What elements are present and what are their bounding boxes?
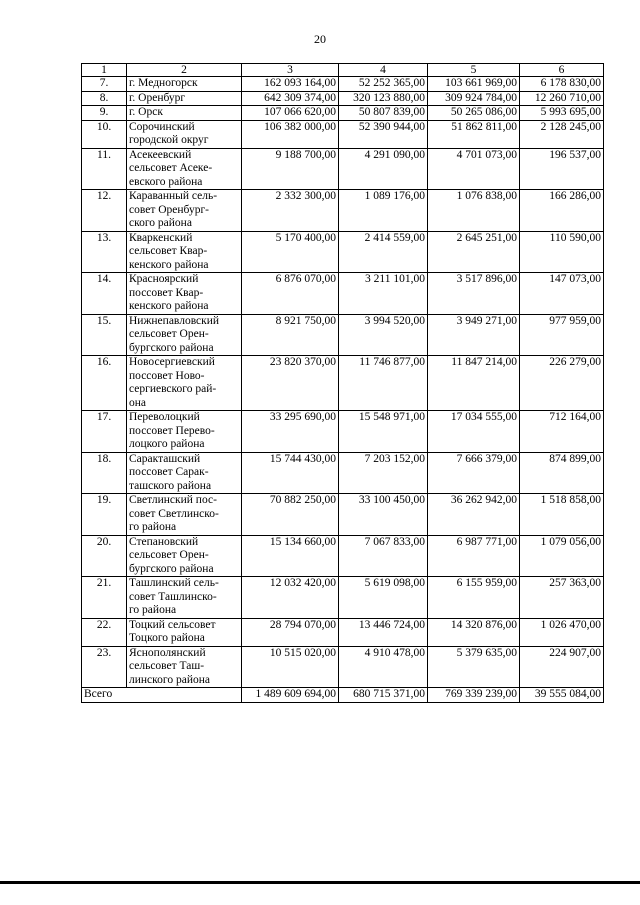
municipality-name-line: г. Оренбург [129, 91, 186, 104]
row-number: 9. [82, 106, 127, 121]
value-cell: 11 746 877,00 [339, 356, 428, 411]
value-cell: 107 066 620,00 [242, 106, 339, 121]
municipality-name-line: Светлинский пос- [129, 494, 217, 506]
municipality-name [127, 190, 242, 232]
municipality-name-line: сельсовет Квар- [129, 245, 208, 257]
row-number: 21. [82, 577, 127, 619]
value-cell: 7 666 379,00 [428, 452, 520, 494]
row-number: 17. [82, 411, 127, 453]
table-row [82, 273, 604, 315]
column-number-row [82, 64, 604, 77]
row-number: 12. [82, 190, 127, 232]
row-number: 8. [82, 91, 127, 106]
value-cell: 162 093 164,00 [242, 77, 339, 92]
municipality-name [127, 273, 242, 315]
table-row [82, 148, 604, 190]
table-row [82, 356, 604, 411]
municipality-name [127, 231, 242, 273]
value-cell: 320 123 880,00 [339, 91, 428, 106]
municipality-name-line: кенского района [129, 300, 209, 312]
value-cell: 15 744 430,00 [242, 452, 339, 494]
municipality-name [127, 646, 242, 688]
municipality-name-line: Караванный сель- [129, 190, 218, 202]
municipality-name-line: Сорочинский [129, 120, 195, 133]
row-number: 19. [82, 494, 127, 536]
municipality-name-line: сельсовет Орен- [129, 328, 209, 340]
row-number: 15. [82, 314, 127, 356]
row-number: 23. [82, 646, 127, 688]
municipality-name-line: евского района [129, 175, 203, 188]
value-cell: 196 537,00 [520, 148, 604, 190]
value-cell: 10 515 020,00 [242, 646, 339, 688]
row-number: 10. [82, 120, 127, 148]
municipality-name-line: совет Оренбург- [129, 203, 209, 216]
value-cell: 309 924 784,00 [428, 91, 520, 106]
municipality-name-line: сергиевского рай- [129, 383, 217, 395]
value-cell: 1 076 838,00 [428, 190, 520, 232]
value-cell: 17 034 555,00 [428, 411, 520, 453]
value-cell: 4 910 478,00 [339, 646, 428, 688]
table-row [82, 618, 604, 646]
value-cell: 7 067 833,00 [339, 535, 428, 577]
value-cell: 5 379 635,00 [428, 646, 520, 688]
municipality-name-line: линского района [129, 673, 210, 686]
municipality-name-line: бургского района [129, 562, 214, 575]
value-cell: 1 079 056,00 [520, 535, 604, 577]
value-cell: 3 211 101,00 [339, 273, 428, 315]
municipality-name-line: Асекеевский [129, 148, 192, 161]
value-cell: 1 518 858,00 [520, 494, 604, 536]
value-cell: 166 286,00 [520, 190, 604, 232]
municipality-name-line: сельсовет Таш- [129, 660, 205, 672]
value-cell: 12 032 420,00 [242, 577, 339, 619]
budget-table [81, 63, 604, 703]
table-row [82, 190, 604, 232]
value-cell: 6 178 830,00 [520, 77, 604, 92]
municipality-name-line: сельсовет Асеке- [129, 162, 213, 174]
value-cell: 33 100 450,00 [339, 494, 428, 536]
value-cell: 28 794 070,00 [242, 618, 339, 646]
municipality-name-line: Тоцкий сельсовет [129, 618, 216, 631]
municipality-name-line: Переволоцкий [129, 411, 200, 423]
total-label: Всего [82, 688, 242, 703]
municipality-name [127, 120, 242, 148]
municipality-name-line: кенского района [129, 258, 209, 271]
municipality-name [127, 77, 242, 92]
value-cell: 147 073,00 [520, 273, 604, 315]
value-cell: 6 876 070,00 [242, 273, 339, 315]
municipality-name-line: го района [129, 604, 177, 616]
column-header: 5 [428, 64, 520, 77]
value-cell: 6 987 771,00 [428, 535, 520, 577]
municipality-name [127, 106, 242, 121]
value-cell: 3 994 520,00 [339, 314, 428, 356]
municipality-name-line: городской округ [129, 134, 209, 146]
bottom-rule [0, 881, 640, 884]
table-row [82, 120, 604, 148]
municipality-name-line: поссовет Ново- [129, 369, 205, 382]
table-row [82, 646, 604, 688]
value-cell: 226 279,00 [520, 356, 604, 411]
table-row [82, 106, 604, 121]
municipality-name-line: ского района [129, 217, 192, 229]
value-cell: 3 949 271,00 [428, 314, 520, 356]
value-cell: 7 203 152,00 [339, 452, 428, 494]
municipality-name-line: лоцкого района [129, 438, 205, 450]
table-row [82, 577, 604, 619]
municipality-name-line: поссовет Перево- [129, 424, 215, 437]
value-cell: 50 807 839,00 [339, 106, 428, 121]
municipality-name-line: Яснополянский [129, 646, 206, 659]
total-row [82, 688, 604, 703]
value-cell: 2 414 559,00 [339, 231, 428, 273]
municipality-name [127, 314, 242, 356]
value-cell: 4 701 073,00 [428, 148, 520, 190]
row-number: 14. [82, 273, 127, 315]
municipality-name-line: сельсовет Орен- [129, 549, 209, 561]
municipality-name-line: Степановский [129, 535, 199, 548]
value-cell: 5 993 695,00 [520, 106, 604, 121]
column-header: 2 [127, 64, 242, 77]
value-cell: 4 291 090,00 [339, 148, 428, 190]
municipality-name-line: Нижнепавловский [129, 314, 220, 327]
municipality-name [127, 411, 242, 453]
value-cell: 712 164,00 [520, 411, 604, 453]
municipality-name-line: поссовет Сарак- [129, 466, 209, 478]
row-number: 22. [82, 618, 127, 646]
table-row [82, 535, 604, 577]
row-number: 18. [82, 452, 127, 494]
municipality-name-line: ташского района [129, 479, 212, 492]
row-number: 20. [82, 535, 127, 577]
value-cell: 6 155 959,00 [428, 577, 520, 619]
value-cell: 1 089 176,00 [339, 190, 428, 232]
municipality-name-line: Тоцкого района [129, 632, 205, 644]
municipality-name-line: совет Ташлинско- [129, 590, 217, 603]
municipality-name-line: Кваркенский [129, 231, 193, 244]
municipality-name [127, 148, 242, 190]
value-cell: 103 661 969,00 [428, 77, 520, 92]
table-row [82, 494, 604, 536]
value-cell: 11 847 214,00 [428, 356, 520, 411]
municipality-name [127, 618, 242, 646]
total-cell: 39 555 084,00 [520, 688, 604, 703]
value-cell: 977 959,00 [520, 314, 604, 356]
total-cell: 769 339 239,00 [428, 688, 520, 703]
column-header: 1 [82, 64, 127, 77]
value-cell: 15 134 660,00 [242, 535, 339, 577]
municipality-name-line: Ташлинский сель- [129, 577, 219, 589]
value-cell: 52 252 365,00 [339, 77, 428, 92]
municipality-name-line: совет Светлинско- [129, 507, 219, 520]
value-cell: 50 265 086,00 [428, 106, 520, 121]
value-cell: 257 363,00 [520, 577, 604, 619]
value-cell: 2 332 300,00 [242, 190, 339, 232]
table-row [82, 91, 604, 106]
value-cell: 13 446 724,00 [339, 618, 428, 646]
municipality-name [127, 91, 242, 106]
row-number: 16. [82, 356, 127, 411]
value-cell: 9 188 700,00 [242, 148, 339, 190]
value-cell: 8 921 750,00 [242, 314, 339, 356]
value-cell: 23 820 370,00 [242, 356, 339, 411]
municipality-name-line: го района [129, 521, 177, 533]
table-row [82, 452, 604, 494]
value-cell: 5 619 098,00 [339, 577, 428, 619]
value-cell: 224 907,00 [520, 646, 604, 688]
municipality-name [127, 356, 242, 411]
municipality-name-line: поссовет Квар- [129, 286, 204, 299]
municipality-name [127, 577, 242, 619]
value-cell: 15 548 971,00 [339, 411, 428, 453]
municipality-name-line: бургского района [129, 341, 214, 354]
total-cell: 1 489 609 694,00 [242, 688, 339, 703]
value-cell: 1 026 470,00 [520, 618, 604, 646]
column-header: 6 [520, 64, 604, 77]
column-header: 3 [242, 64, 339, 77]
total-cell: 680 715 371,00 [339, 688, 428, 703]
value-cell: 3 517 896,00 [428, 273, 520, 315]
table-row [82, 77, 604, 92]
value-cell: 33 295 690,00 [242, 411, 339, 453]
row-number: 11. [82, 148, 127, 190]
municipality-name-line: Красноярский [129, 273, 199, 285]
page-number: 20 [314, 32, 326, 46]
value-cell: 51 862 811,00 [428, 120, 520, 148]
municipality-name [127, 452, 242, 494]
row-number: 7. [82, 77, 127, 92]
municipality-name-line: Новосергиевский [129, 356, 215, 368]
municipality-name-line: Саракташский [129, 452, 201, 465]
value-cell: 14 320 876,00 [428, 618, 520, 646]
value-cell: 642 309 374,00 [242, 91, 339, 106]
municipality-name-line: она [129, 396, 147, 409]
table-row [82, 231, 604, 273]
value-cell: 36 262 942,00 [428, 494, 520, 536]
table-row [82, 314, 604, 356]
row-number: 13. [82, 231, 127, 273]
value-cell: 106 382 000,00 [242, 120, 339, 148]
value-cell: 874 899,00 [520, 452, 604, 494]
value-cell: 5 170 400,00 [242, 231, 339, 273]
value-cell: 52 390 944,00 [339, 120, 428, 148]
municipality-name [127, 535, 242, 577]
municipality-name [127, 494, 242, 536]
value-cell: 12 260 710,00 [520, 91, 604, 106]
value-cell: 2 128 245,00 [520, 120, 604, 148]
value-cell: 2 645 251,00 [428, 231, 520, 273]
value-cell: 70 882 250,00 [242, 494, 339, 536]
column-header: 4 [339, 64, 428, 77]
table-row [82, 411, 604, 453]
municipality-name-line: г. Орск [129, 106, 163, 118]
municipality-name-line: г. Медногорск [129, 77, 198, 89]
value-cell: 110 590,00 [520, 231, 604, 273]
